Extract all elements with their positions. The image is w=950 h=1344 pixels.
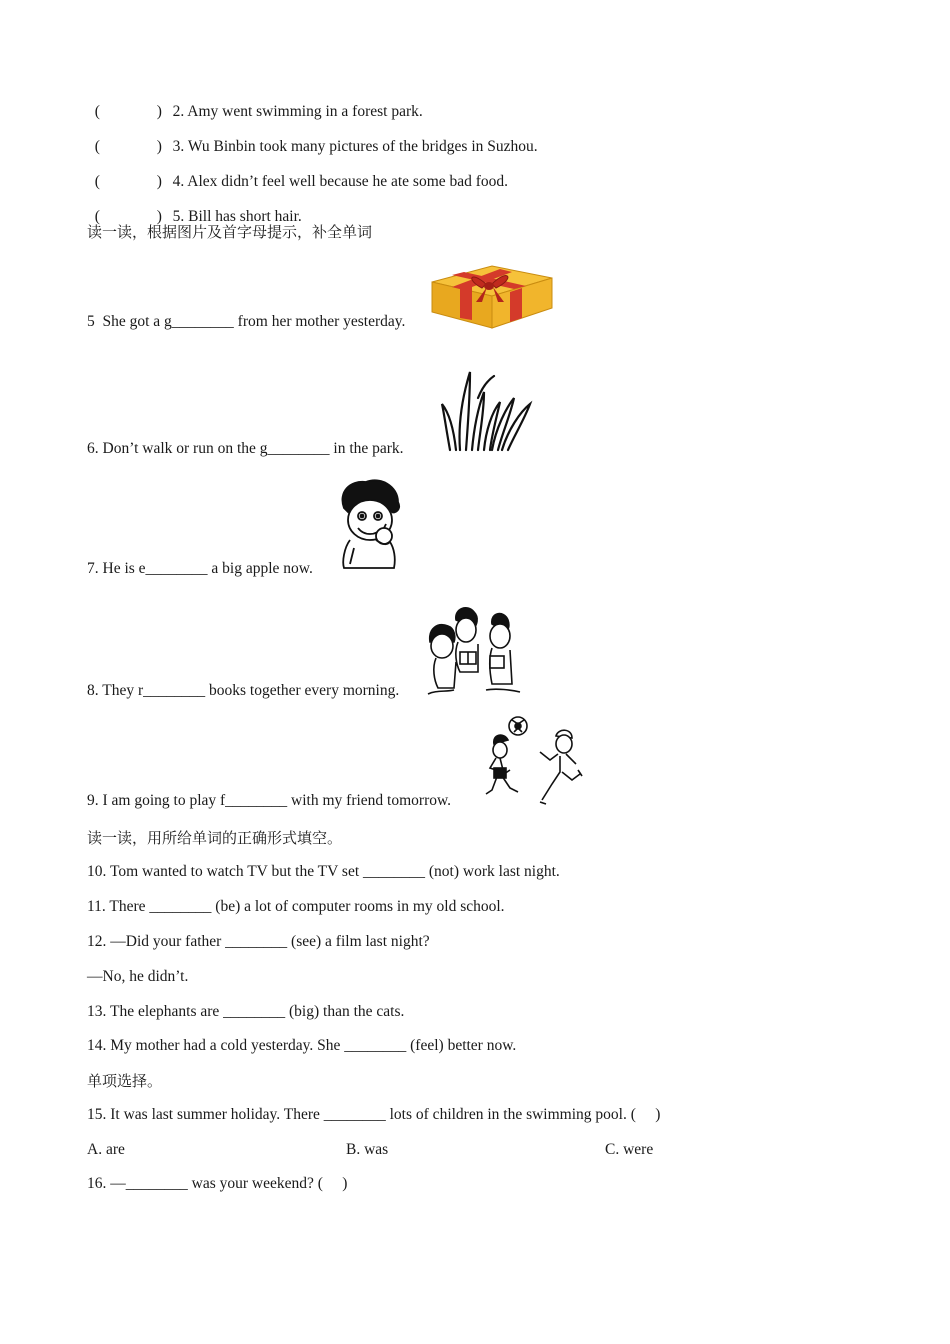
fill-answer-line: —No, he didn’t. [87,968,189,985]
tf-statement: 2. Amy went swimming in a forest park. [172,103,423,120]
picture-question: 7. He is e________ a big apple now. [87,560,313,577]
fill-question: 13. The elephants are ________ (big) than the cats. [87,1003,405,1020]
option-b: B. was [346,1141,389,1158]
grass-icon [440,368,535,453]
section-title: 单项选择。 [87,1072,163,1090]
section-title: 读一读，根据图片及首字母提示，补全单词 [87,223,373,241]
tf-item [87,152,508,192]
answer-bracket-close: ) [156,173,162,190]
boys-playing-football-icon [480,712,584,808]
fill-question: 11. There ________ (be) a lot of computer rooms in my old school. [87,898,505,915]
picture-question: 8. They r________ books together every morning. [87,682,400,699]
answer-bracket-open: ( [94,103,100,120]
gift-box-icon [430,252,555,330]
picture-question: 9. I am going to play f________ with my friend tomorrow. [87,792,452,809]
answer-bracket-open: ( [94,173,100,190]
option-c: C. were [605,1141,654,1158]
section-title: 读一读，用所给单词的正确形式填空。 [87,829,343,847]
choice-question: 16. —________ was your weekend? ( ) [87,1175,348,1192]
fill-question: 14. My mother had a cold yesterday. She ________ (feel) better now. [87,1037,517,1054]
answer-bracket-close: ) [156,138,162,155]
fill-question: 10. Tom wanted to watch TV but the TV set ________ (not) work last night. [87,863,560,880]
tf-item [87,187,302,227]
answer-bracket-open: ( [94,208,100,225]
tf-item [87,82,423,122]
choice-question: 15. It was last summer holiday. There ________ lots of children in the swimming pool. ( ) [87,1106,661,1123]
answer-bracket-close: ) [156,208,162,225]
tf-statement: 4. Alex didn’t feel well because he ate some bad food. [172,173,509,190]
fill-question: 12. —Did your father ________ (see) a film last night? [87,933,430,950]
picture-question: 6. Don’t walk or run on the g________ in the park. [87,440,404,457]
tf-statement: 3. Wu Binbin took many pictures of the bridges in Suzhou. [172,138,538,155]
tf-item [87,117,538,157]
answer-bracket-open: ( [94,138,100,155]
answer-bracket-close: ) [156,103,162,120]
tf-statement: 5. Bill has short hair. [172,208,302,225]
boy-eating-apple-icon [336,478,404,570]
children-reading-icon [426,604,524,696]
picture-question: 5 She got a g________ from her mother yesterday. [87,313,406,330]
option-a: A. are [87,1141,125,1158]
